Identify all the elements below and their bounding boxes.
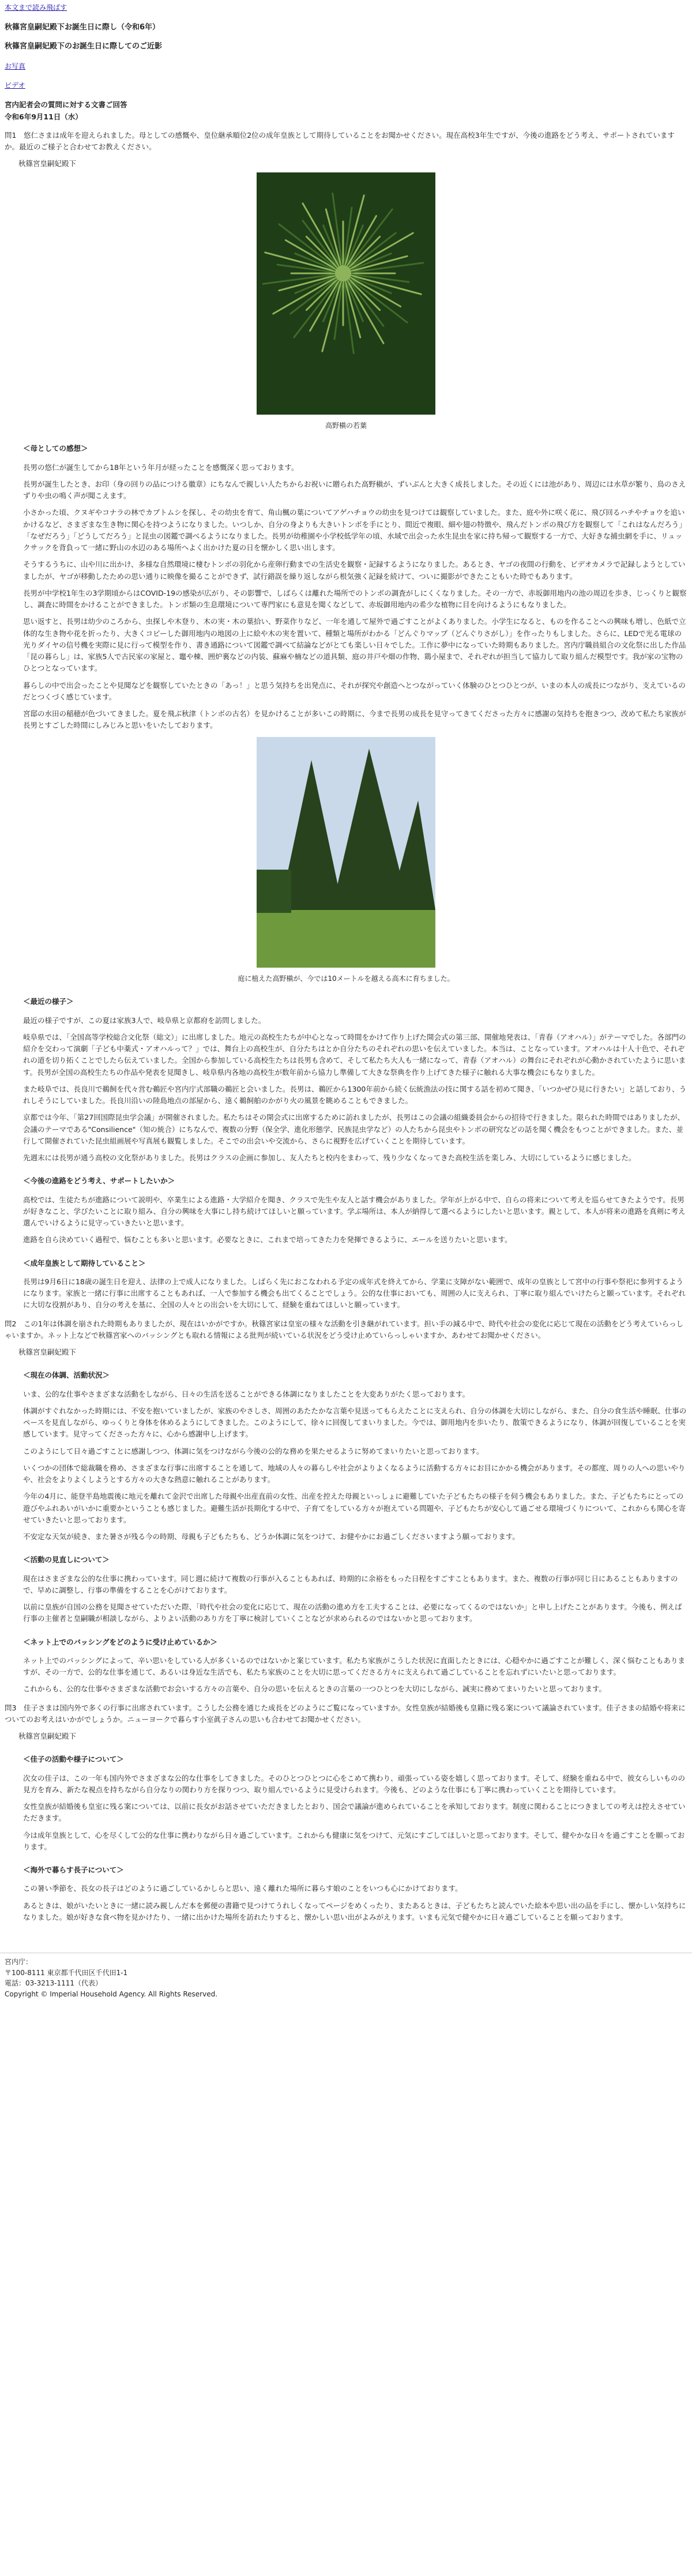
photo-1-caption: 高野槇の若葉: [325, 421, 367, 430]
photos-link[interactable]: お写真: [5, 62, 26, 70]
answer-section: [23, 1258, 687, 1311]
section-paragraph: 小さかった頃、クヌギやコナラの林でカブトムシを探し、その幼虫を育て、角山楓の葉についてアゲハチョウの幼虫を見つけては観察していました。また、庭や外に咲く花に、飛び回るハチやチョウを追いかけるなど、さまざまな生き物に関心を持つようになりました。いつしか、自分の身よりも大きいトンボを手にとり、間近で複眼、細や翅の特徴や、飛んだトンボの飛び方を観察して「これはなんだろう」「なぜだろう」「どうしてだろう」と昆虫の図鑑で調べるようになりました。長男が幼稚園や小学校低学年の頃、水域で出会った水生昆虫を家に持ち帰って観察する一方で、大好きな捕虫網を手に、リュックサックを背負って一緒に野山の水辺のある場所へよく出かけた夏の日を懐かしく思い出します。: [23, 508, 686, 552]
answer-section: [23, 1864, 687, 1923]
section-paragraph: 最近の様子ですが、この夏は家族3人で、岐阜県と京都府を訪問しました。: [23, 1016, 266, 1025]
section-heading: ＜ネット上でのバッシングをどのように受け止めているか＞: [23, 1637, 217, 1646]
footer-agency: 宮内庁：: [5, 1958, 33, 1966]
section-paragraph: 長男が誕生したとき、お印（身の回りの品につける徽章）にちなんで親しい人たちからお祝いに贈られた高野槇が、ずいぶんと大きく成長しました。その近くには池があり、周辺には水草が繁り、鳥のさえずりや虫の鳴く声が聞こえます。: [23, 479, 686, 501]
answer-section: [23, 1175, 687, 1246]
section-heading: ＜今後の進路をどう考え、サポートしたいか＞: [23, 1176, 175, 1186]
section-paragraph: 宮邸の水田の稲穂が色づいてきました。夏を飛ぶ秋津（トンボの古名）を見かけることが多いこの時期に、今まで長男の成長を見守ってきてくださった方々に感謝の気持ちを抱きつつ、改めて私たち家族が長男とすごした時間にしみじみと思いをいたしております。: [23, 709, 686, 730]
koyamaki-leaves-image: [257, 172, 435, 415]
section-heading: ＜佳子の活動や様子について＞: [23, 1755, 124, 1764]
section-heading: ＜海外で暮らす長子について＞: [23, 1866, 124, 1875]
answer-section: [23, 1370, 687, 1543]
section-paragraph: この暑い季節を、長女の長子はどのように過ごしているかしらと思い、遠く離れた場所に暮らす娘のことをいつも心にかけております。: [23, 1884, 462, 1893]
answer-label-3: 秋篠宮皇嗣妃殿下: [18, 1732, 77, 1741]
press-heading: [5, 99, 687, 123]
section-paragraph: 以前に皇族が自国の公務を見聞させていただいた際、「時代や社会の変化に応じて、現在の活動の進め方を工夫することは、必要になってくるのではないか」と申し上げたことがあります。今後も、例えば行事の主催者と皇嗣職が相談しながら、よりよい活動のあり方を丁寧に検討していくことなどが求められるのではないかと思っております。: [23, 1603, 682, 1623]
answer-section: [23, 1754, 687, 1853]
skip-to-content-link[interactable]: 本文まで読み飛ばす: [5, 3, 67, 12]
photo-koyamaki-tree: [257, 737, 435, 971]
footer-address: 〒100-8111 東京都千代田区千代田1-1: [5, 1968, 128, 1977]
section-heading: ＜最近の様子＞: [23, 997, 74, 1006]
answer-section: [23, 443, 687, 731]
page-subtitle: 秋篠宮皇嗣妃殿下のお誕生日に際してのご近影: [5, 42, 163, 51]
section-paragraph: 今年の4月に、能登半島地震後に地元を離れて金沢で出席した母親や出産直前の女性、出産を控えた母親といっしょに避難していた子どもたちの様子を伺う機会もありました。また、子どもたちにとっての遊びやふれあいがいかに重要かということも感じました。避難生活が長期化する中で、子育てをしている方々が抱えている問題や、子どもたちが安心して過ごせる環境づくりについて、これからも関心を寄せていきたいと思っております。: [23, 1492, 686, 1524]
site-footer: [0, 1953, 692, 2005]
section-paragraph: いくつかの団体で総裁職を務め、さまざまな行事に出席することを通して、地域の人々の暮らしや社会がよりよくなるように活動する方々にお目にかかる機会があります。その都度、周りの人への思いやりや、社会をよりよくしようとする方々の大きな熱意に触れることがあります。: [23, 1463, 686, 1484]
section-paragraph: 思い返すと、長男は幼少のころから、虫探しや木登り、木の実・木の葉拾い、野菜作りなど、一年を通して屋外で過ごすことがよくありました。小学生になると、ものを作ることへの興味も増し、色紙で立体的な生き物や花を折ったり、大きくコピーした御用地内の地図の上に絵や木の実を置いて、種類と場所がわかる「どんぐりマップ（どんぐりさがし）」を作ったりもしました。さらに、LEDで光る電球の光りダイヤの信号機を実際に見に行って模型を作り、書き通路について図鑑で調べて結論などがとても楽しい日々でした。工作に夢中になっていた時期もありました。宮内庁職員組合の文化祭に出した作品「昆の暮らし」は、家族5人で古民家の家屋と、竈や棟、囲炉裏などの内装、蘇麻や楠などの道具類、庭の井戸や畑の作物、鶏小屋まで、それぞれが担当して協力して取り組んだ模型です。我が家の宝物のひとつとなっています。: [23, 617, 686, 673]
section-paragraph: そうするうちに、山や川に出かけ、多様な自然環境に棲むトンボの羽化から産卵行動までの生活史を観察・記録するようになりました。あるとき、ヤゴの夜間の行動を、ビデオカメラで記録しようとしていましたが、ヤゴが移動したための思い通りに映像を撮ることができず、試行錯誤を繰り返しながら根気強く記録を続けて、ついに撮影ができたこともいた時でもあります。: [23, 560, 686, 581]
section-paragraph: 進路を自ら決めていく過程で、悩むことも多いと思います。必要なときに、これまで培ってきた力を発揮できるように、エールを送りたいと思います。: [23, 1235, 512, 1244]
section-paragraph: また岐阜では、長良川で鵜飼を代々営む鵜匠や宮内庁式部職の鵜匠と会いました。長男は、鵜匠から1300年前から続く伝統漁法の技に関する話を初めて聞き、「いつかぜひ見に行きたい」と話しており、うれしそうにしていました。長良川沿いの陸島地点の部屋から、遠く鵜飼舶のかがり火の風景を眺めることもできました。: [23, 1084, 687, 1105]
press-date: 令和6年9月11日（水）: [5, 112, 82, 121]
section-paragraph: 長男は9月6日に18歳の誕生日を迎え、法律の上で成人になりました。しばらく先におこなわれる予定の成年式を終えてから、学業に支障がない範囲で、成年の皇族として宮中の行事や祭祀に参列するようになります。家族と一緒に行事に出席することもあれば、一人で参加する機会も出てくることでしょう。公的な仕事においても、周囲の人に支えられ、丁寧に取り組んでいけたらと願っています。それぞれに大切な役割があり、自分の考えを基に、全国の人々との出会いを大切にして、経験を重ねてほしいと願っています。: [23, 1277, 686, 1310]
answer-section: [23, 996, 687, 1164]
answer-3-sections: [5, 1754, 687, 1923]
section-heading: ＜母としての感想＞: [23, 444, 88, 453]
answer-1-sections-part-1: [5, 443, 687, 731]
section-paragraph: 高校では、生徒たちが進路について説明や、卒業生による進路・大学紹介を聞き、クラスで先生や友人と話す機会がありました。学年が上がる中で、自らの将来について考えを巡らせてきたようです。長男が好きなこと、学びたいことに取り組み、自分の興味を大事にし持ち続けてほしいと願っています。学ぶ場所は、本人が納得して選べるようにしたいと思います。親として、本人が将来の進路を真剣に考え選んでいけるように見守っていきたいと思います。: [23, 1195, 686, 1228]
answer-2-sections: [5, 1370, 687, 1695]
section-paragraph: あるときは、娘がいたいときに一緒に読み親しんだ本を郵便の書籍で見つけてうれしくなってページをめくったり、またあるときは、子どもたちと読んでいた絵本や思い出の品を手にし、懐かしい気持ちになりました。娘が好きな食べ物を見かけたり、一緒に出かけた場所を訪れたりすると、懐かしい思い出がよみがえります。いまも元気で健やかに日々過ごしていることを願っております。: [23, 1901, 686, 1921]
section-paragraph: ネット上でのバッシングによって、辛い思いをしている人が多くいるのではないかと案じています。私たち家族がこうした状況に直面したときには、心穏やかに過ごすことが難しく、深く悩むこともありますが、その一方で、公的な仕事を通じて、あるいは身近な生活でも、私たち家族のことを大切に思ってくださる方々に支えられて過ごしていることを忘れずにいたいと思っております。: [23, 1656, 685, 1677]
section-paragraph: 先週末には長男が通う高校の文化祭がありました。長男はクラスの企画に参加し、友人たちと校内をまわって、残り少なくなってきた高校生活を楽しみ、大切にしているように感じました。: [23, 1153, 636, 1163]
section-heading: ＜現在の体調、活動状況＞: [23, 1371, 110, 1380]
footer-phone: 電話：03-3213-1111（代表）: [5, 1979, 103, 1988]
question-3: 問3 佳子さまは国内外で多くの行事に出席されています。こうした公務を通じた成長をどのようにご覧になっていますか。女性皇族が結婚後も皇籍に残る案について議論されています。佳子さまの結婚や将来についてのお考えはいかがでしょうか。ニューヨークで暮らす小室眞子さんの思いも合わせてお聞かせください。: [5, 1703, 686, 1724]
photo-2-caption: 庭に植えた高野槇が、今では10メートルを越える高木に育ちました。: [238, 974, 454, 983]
photo-2-block: [5, 737, 687, 985]
koyamaki-tree-image: [257, 737, 435, 968]
answer-section: [23, 1637, 687, 1695]
answer-label-2: 秋篠宮皇嗣妃殿下: [18, 1348, 77, 1357]
section-paragraph: 長男が中学校1年生の3学期頃からはCOVID-19の感染が広がり、その影響で、しばらくは離れた場所でのトンボの調査がしにくくなりました。その一方で、赤坂御用地内の池の周辺を歩き、じっくりと観察し、調査に時間をかけることができました。トンボ類の生息環境について専門家にも意見を聞くなどして、赤坂御用地内の希少な植物に目を向けるようにもなりました。: [23, 588, 687, 610]
section-paragraph: これからも、公的な仕事やさまざまな活動でお会いする方々の言葉や、自分の思いを伝えるときの言葉の一つひとつを大切にしながら、誠実に務めてまいりたいと思っております。: [23, 1684, 607, 1694]
section-heading: ＜活動の見直しについて＞: [23, 1555, 110, 1565]
section-paragraph: いま、公的な仕事やさまざまな活動をしながら、日々の生活を送ることができる体調になりましたことを大変ありがたく思っております。: [23, 1389, 470, 1398]
section-paragraph: 次女の佳子は、この一年も国内外でさまざまな公的な仕事をしてきました。そのひとつひとつに心をこめて携わり、頑張っている姿を嬉しく思っております。そして、経験を重ねる中で、彼女らしいものの見方を育み、新たな視点を持ちながら自分なりの関わり方を探りつつ、取り組んでいるように見受けられます。今後も、どのような仕事にも丁寧に携わっていくことを期待しています。: [23, 1773, 686, 1794]
section-paragraph: 京都では今年、「第27回国際昆虫学会議」が開催されました。私たちはその開会式に出席するために訪れましたが、長男はこの会議の組織委員会からの招待で行きました。限られた時間ではありましたが、会議のテーマである"Consilience"（知の統合）にちなんで、複数の分野（保全学、進化形態学、民族昆虫学など）の人たちから昆虫やトンボの研究などの話を聞く機会をもつことができました。また、並行して開催されていた昆虫組画展や写真展も観覧しました。そこでの出会いや交流から、さらに視野を広げていくことを期待しています。: [23, 1113, 685, 1145]
photo-1-block: [5, 172, 687, 432]
section-heading: ＜成年皇族として期待していること＞: [23, 1258, 146, 1268]
answer-section: [23, 1554, 687, 1624]
section-paragraph: 岐阜県では、「全国高等学校総合文化祭（総文）」に出席しました。地元の高校生たちが中心となって時間をかけて作り上げた開会式の第三部、開催地発表は、「青春（アオハル）」がテーマでした。各部門の紹介を交わって演劇「子ども中薬式・アオハルって？」では、舞台上の高校生が、自分たちはとか自分たちのそれぞれの思いを伝えていました。本当は、ことなっています。アオハルは十人十色で、それぞれの道を切り拓くことでしたら伝えていました。全国から参加している高校生たちは長男も含めて、そして私たち大人も一緒になって、青春（アオハル）の舞台にそれぞれが心動かされていたように思います。長男が全国の高校生たちの作品や発表を見聞きし、岐阜県内各地の高校生が数年前から協力し準備して大きな祭典を作り上げてきた様子に触れる大事な機会にもなりました。: [23, 1032, 686, 1077]
section-paragraph: 不安定な天気が続き、また暑さが残る今の時期、母親も子どもたちも、どうか体調に気をつけて、お健やかにお過ごしくださいますよう願っております。: [23, 1532, 520, 1541]
section-paragraph: 今は成年皇族として、心を尽くして公的な仕事に携わりながら日々過ごしています。これからも健康に気をつけて、元気にすごしてほしいと思っております。そして、健やかな日々を過ごすことを願っております。: [23, 1830, 685, 1851]
answer-label-1: 秋篠宮皇嗣妃殿下: [18, 159, 77, 168]
video-link[interactable]: ビデオ: [5, 81, 25, 89]
photo-koyamaki-leaves: [257, 172, 435, 418]
question-1: 問1 悠仁さまは成年を迎えられました。母としての感慨や、皇位継承順位2位の成年皇族として期待していることをお聞かせください。現在高校3年生ですが、今後の進路をどう考え、サポートされていますか。最近のご様子と合わせてお教えください。: [5, 130, 675, 152]
answer-1-sections-part-2: [5, 996, 687, 1311]
section-paragraph: 現在はさまざまな公的な仕事に携わっています。同じ週に続けて複数の行事が入ることもあれば、時期的に余裕をもった日程をすごすこともあります。また、複数の行事が同じ日にあることもありますので、早めに調整し、行事の準備をすることを心がけております。: [23, 1574, 678, 1595]
section-paragraph: 長男の悠仁が誕生してから18年という年月が経ったことを感慨深く思っております。: [23, 462, 299, 472]
section-paragraph: このようにして日々過ごすことに感謝しつつ、体調に気をつけながら今後の公的な務めを果たせるように努めてまいりたいと思っております。: [23, 1446, 484, 1456]
page-title: 秋篠宮皇嗣妃殿下お誕生日に際し（令和6年）: [5, 23, 160, 32]
question-2: 問2 この1年は体調を崩された時期もありましたが、現在はいかがですか。秋篠宮家は皇室の様々な活動を引き継がれています。担い手の減る中で、時代や社会の変化に応じて現在の活動をどう考えていらっしゃいますか。ネット上などで秋篠宮家へのバッシングとも取れる情報による批判が続いている状況をどう受け止めていらっしゃいますか、あわせてお聞かせください。: [5, 1319, 684, 1340]
section-paragraph: 体調がすぐれなかった時期には、不安を抱いていましたが、家族のやさしさ、周囲のあたたかな言葉や見送ってもらえたことに支えられ、自分の体調を大切にしながら、また、自分の食生活や睡眠、仕事のペースを見直しながら、ゆっくりと身体を休めるようにしてきました。このようにして、徐々に回復してまいりました。今では、御用地内を歩いたり、散策できるようになり、体調が回復していることを実感しています。見守ってくださった方々に、心から感謝申し上げます。: [23, 1406, 687, 1439]
footer-copyright: Copyright © Imperial Household Agency. All Rights Reserved.: [5, 1990, 218, 1998]
section-paragraph: 暮らしの中で出会ったことや見聞などを観察していたときの「あっ！」と思う気持ちを出発点に、それが探究や創造へとつながっていく体験のひとつひとつが、いまの本人の成長につながり、支えているのだとつくづく感じています。: [23, 680, 686, 701]
section-paragraph: 女性皇族が結婚後も皇室に残る案については、以前に長女がお話させていただきましたとおり、国会で議論が進められていることを承知しております。制度に関わることにつきましての考えは控えさせていただきます。: [23, 1802, 686, 1823]
press-heading-title: 宮内記者会の質問に対する文書ご回答: [5, 100, 127, 110]
